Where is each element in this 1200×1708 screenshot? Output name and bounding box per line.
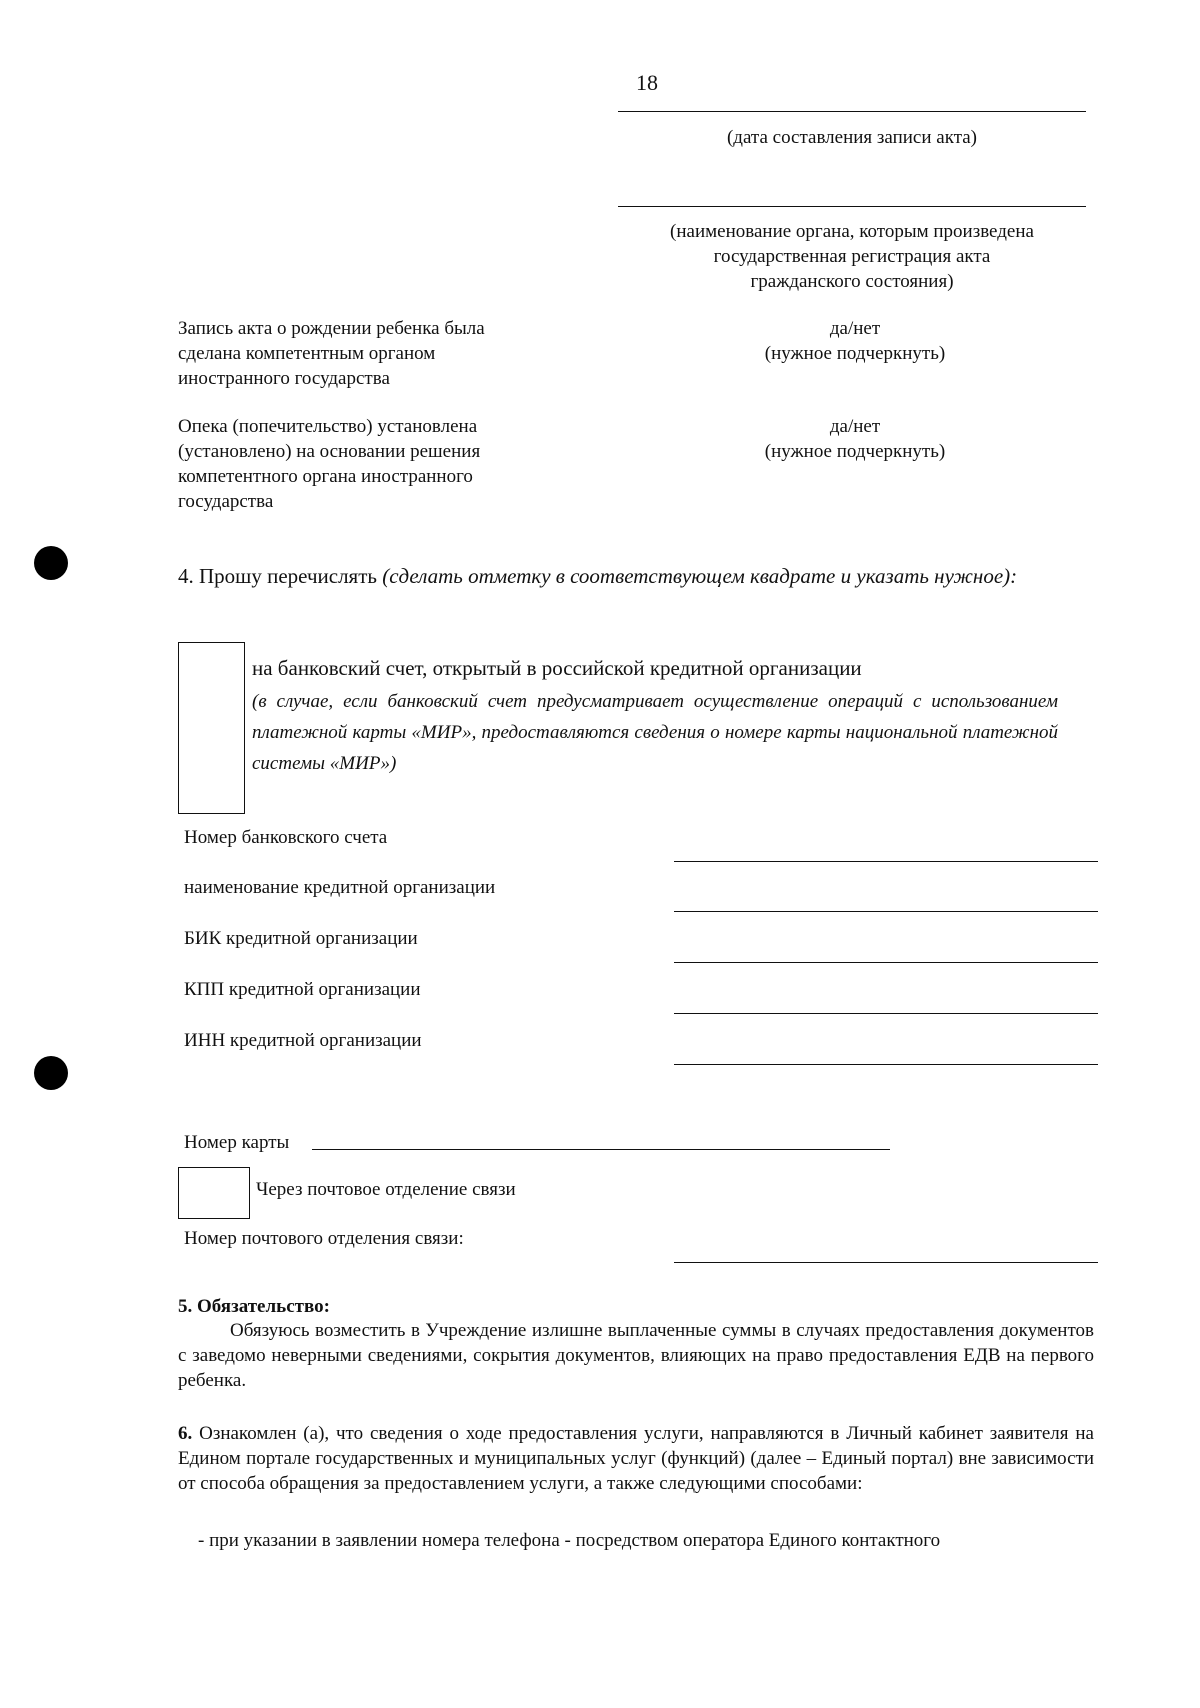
- yes-no-option[interactable]: да/нет: [829, 318, 881, 339]
- section5-text: Обязуюсь возместить в Учреждение излишне выплаченные суммы в случаях предоставления документов с заведомо неверными сведениями, сокрытия документов, влияющих на право предоставления ЕДВ на первого ребенка.: [178, 1320, 1094, 1391]
- guardianship-answer: да/нет (нужное подчеркнуть): [720, 414, 990, 464]
- field-bik-line[interactable]: [674, 962, 1098, 963]
- bank-option-label: на банковский счет, открытый в российской кредитной организации: [252, 656, 862, 680]
- punch-hole-top: [34, 546, 68, 580]
- organ-caption: (наименование органа, которым произведена государственная регистрация акта гражданского состояния): [670, 221, 1034, 292]
- card-number-line[interactable]: [312, 1149, 890, 1150]
- card-number-label: Номер карты: [184, 1132, 290, 1153]
- page-number: 18: [636, 70, 658, 95]
- punch-hole-bottom: [34, 1056, 68, 1090]
- birth-record-answer: да/нет (нужное подчеркнуть): [720, 316, 990, 366]
- field-kpp-line[interactable]: [674, 1013, 1098, 1014]
- field-account-number-line[interactable]: [674, 861, 1098, 862]
- field-inn-line[interactable]: [674, 1064, 1098, 1065]
- post-option-label: Через почтовое отделение связи: [256, 1179, 516, 1200]
- post-office-number-label: Номер почтового отделения связи:: [184, 1228, 464, 1249]
- date-caption: (дата составления записи акта): [726, 127, 977, 148]
- section4-heading: 4. Прошу перечислять (сделать отметку в соответствующем квадрате и указать нужное):: [178, 564, 1018, 588]
- bank-option-checkbox[interactable]: [178, 642, 245, 814]
- date-line: [618, 111, 1086, 112]
- bank-option-note: (в случае, если банковский счет предусматривает осуществление операций с использованием платежной карты «МИР», предоставляются сведения о номере карты национальной платежной системы «МИР»): [252, 691, 1058, 774]
- section6-text: 6. Ознакомлен (а), что сведения о ходе предоставления услуги, направляются в Личный кабинет заявителя на Едином портале государственных и муниципальных услуг (функций) (далее – Единый портал) вне зависимости от способа обращения за предоставлением услуги, а также следующими способами:: [178, 1423, 1094, 1494]
- yes-no-option[interactable]: да/нет: [829, 416, 881, 437]
- guardianship-label: Опека (попечительство) установлена (установлено) на основании решения компетентного органа иностранного государства: [178, 416, 481, 512]
- field-kpp-label: КПП кредитной организации: [184, 979, 421, 1000]
- post-option-checkbox[interactable]: [178, 1167, 250, 1219]
- field-bik-label: БИК кредитной организации: [184, 928, 418, 949]
- section5-title: 5. Обязательство:: [178, 1296, 330, 1317]
- organ-line: [618, 206, 1086, 207]
- section6-item: - при указании в заявлении номера телефона - посредством оператора Единого контактного: [198, 1530, 941, 1551]
- post-office-number-line[interactable]: [674, 1262, 1098, 1263]
- field-bank-name-line[interactable]: [674, 911, 1098, 912]
- field-bank-name-label: наименование кредитной организации: [184, 877, 496, 898]
- field-account-number-label: Номер банковского счета: [184, 827, 388, 848]
- field-inn-label: ИНН кредитной организации: [184, 1030, 422, 1051]
- birth-record-label: Запись акта о рождении ребенка была сделана компетентным органом иностранного государства: [178, 318, 485, 389]
